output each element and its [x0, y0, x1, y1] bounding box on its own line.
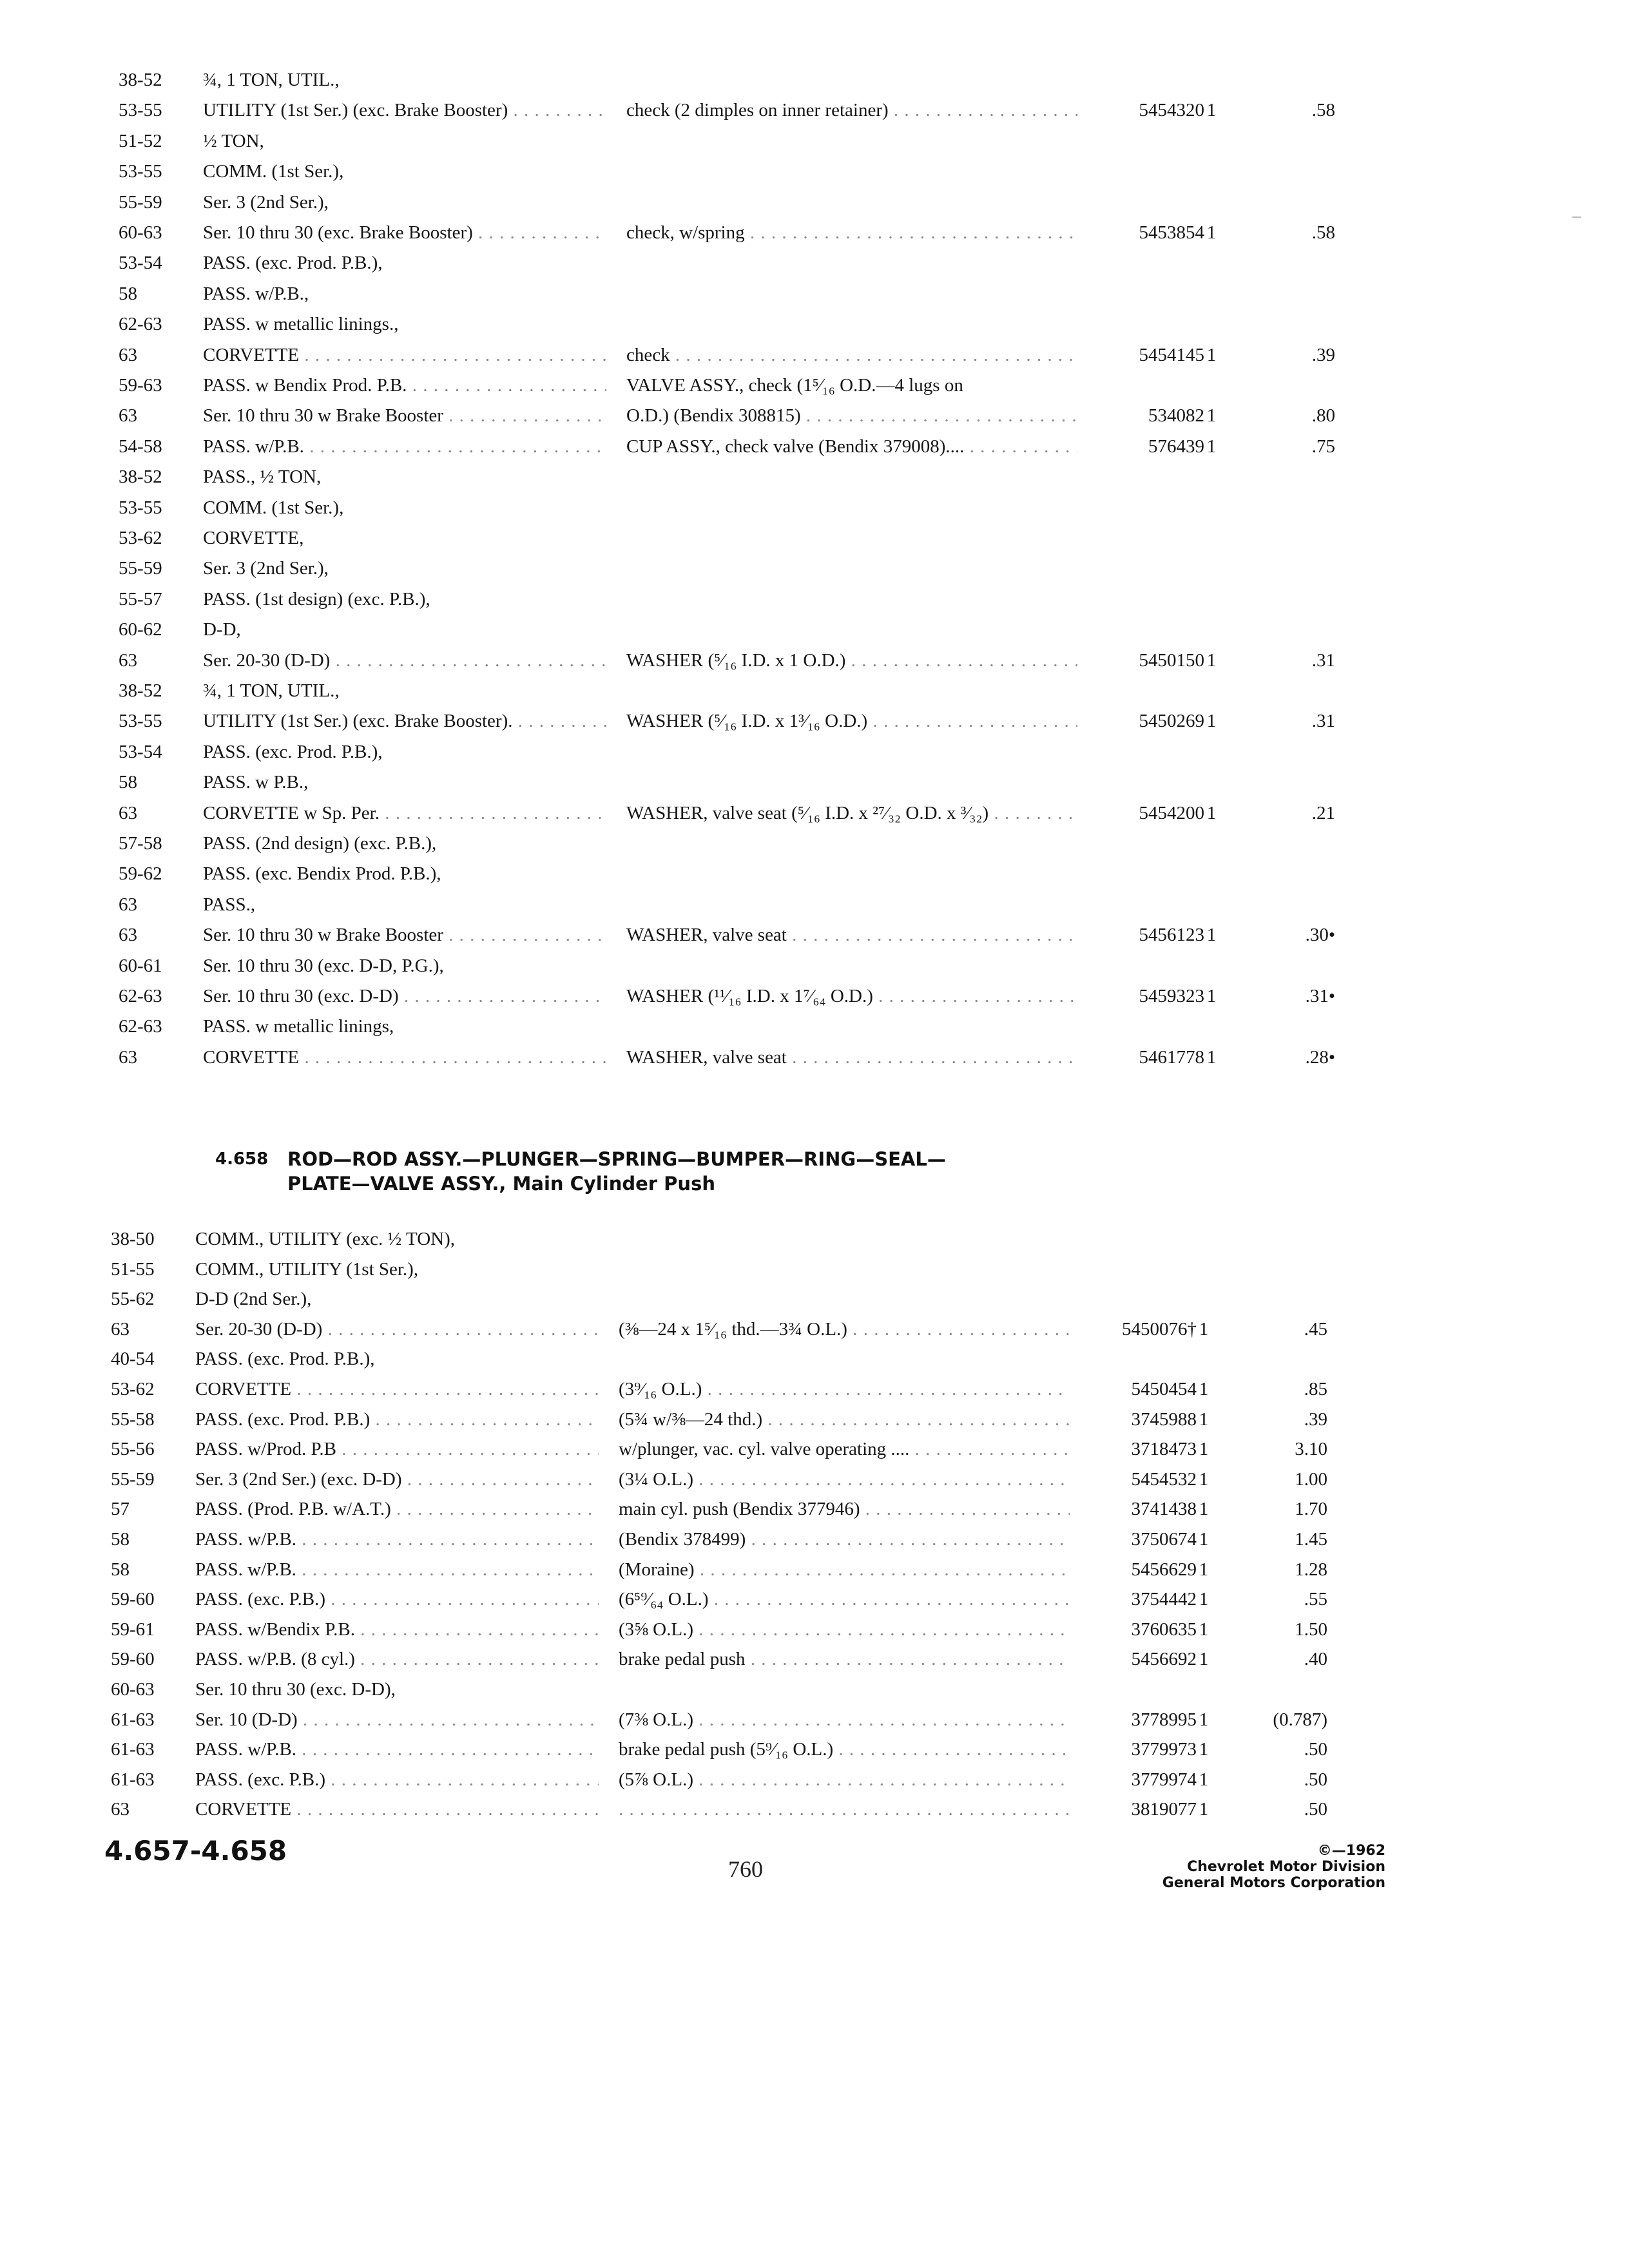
price: .40: [1304, 1649, 1327, 1670]
section-number: 4.658: [215, 1149, 269, 1169]
part-description: check, w/spring . . .: [626, 218, 1077, 247]
part-row: [0, 1705, 1629, 1735]
price: 1.45: [1295, 1529, 1327, 1550]
application: PASS. w/P.B. (8 cyl.) . . .: [195, 1644, 599, 1674]
year-range: 38-52: [119, 680, 162, 701]
application: UTILITY (1st Ser.) (exc. Brake Booster) . . .: [203, 95, 606, 125]
price: .21: [1311, 802, 1335, 823]
year-range: 63: [111, 1318, 130, 1340]
application: CORVETTE w Sp. Per. . . .: [203, 798, 606, 828]
year-range: 62-63: [119, 1016, 162, 1037]
application: Ser. 3 (2nd Ser.) (exc. D-D) . . .: [195, 1465, 599, 1494]
application: D-D (2nd Ser.),: [195, 1289, 312, 1310]
part-description: VALVE ASSY., check (1⁵⁄₁₆ O.D.—4 lugs on: [626, 375, 963, 396]
quantity: 1: [1206, 925, 1217, 946]
part-row: [8, 1043, 1629, 1072]
part-row: [8, 401, 1629, 430]
year-range: 63: [119, 649, 137, 671]
part-number: 5450269: [1139, 711, 1204, 732]
quantity: 1: [1199, 1559, 1209, 1580]
application: UTILITY (1st Ser.) (exc. Brake Booster). . . .: [203, 706, 606, 736]
year-range: 58: [111, 1529, 130, 1550]
part-description: (7⅜ O.L.) . . .: [619, 1705, 1070, 1735]
part-row: [8, 951, 1629, 981]
quantity: 1: [1206, 1046, 1217, 1068]
year-range: 53-62: [119, 528, 162, 548]
quantity: 1: [1206, 649, 1217, 671]
copyright-year: ©—1962: [1317, 1843, 1385, 1859]
application: Ser. 10 thru 30 w Brake Booster . . .: [203, 920, 606, 950]
part-row: [8, 126, 1629, 156]
part-description: (3¼ O.L.) . . .: [619, 1465, 1070, 1494]
part-number: 3778995: [1131, 1709, 1197, 1730]
section-title-line1: ROD—ROD ASSY.—PLUNGER—SPRING—BUMPER—RING—SEAL—: [287, 1148, 946, 1170]
part-row: [0, 1644, 1629, 1674]
part-row: [0, 1374, 1629, 1404]
year-range: 62-63: [119, 314, 162, 335]
price: .80: [1311, 405, 1335, 427]
quantity: 1: [1206, 405, 1217, 427]
application: PASS. w Bendix Prod. P.B. . . .: [203, 370, 606, 400]
year-range: 63: [119, 405, 137, 427]
quantity: 1: [1199, 1318, 1209, 1340]
year-range: 59-61: [111, 1619, 155, 1640]
price: .85: [1304, 1379, 1327, 1399]
application: COMM., UTILITY (1st Ser.),: [195, 1258, 419, 1280]
quantity: 1: [1206, 222, 1217, 243]
part-description: CUP ASSY., check valve (Bendix 379008).... . . .: [626, 432, 1077, 461]
year-range: 61-63: [111, 1709, 155, 1730]
part-number: 5459323: [1139, 986, 1204, 1006]
price: .31•: [1305, 986, 1335, 1006]
application: CORVETTE . . .: [195, 1374, 599, 1404]
year-range: 53-55: [119, 161, 162, 182]
application: Ser. 20-30 (D-D) . . .: [203, 646, 606, 675]
part-row: [8, 340, 1629, 370]
year-range: 58: [119, 772, 137, 793]
part-row: [8, 553, 1629, 583]
part-number: 5450454: [1131, 1379, 1197, 1399]
application: COMM. (1st Ser.),: [203, 497, 344, 518]
year-range: 59-63: [119, 375, 162, 396]
part-row: [8, 65, 1629, 95]
part-number: 5450150: [1139, 649, 1204, 671]
application: PASS. w/P.B. . . .: [195, 1735, 599, 1764]
price: .30•: [1305, 925, 1335, 946]
part-row: [0, 1224, 1629, 1254]
part-number: 3760635: [1131, 1619, 1197, 1640]
year-range: 55-62: [111, 1289, 155, 1310]
quantity: 1: [1206, 802, 1217, 823]
application: PASS. (exc. Prod. P.B.),: [195, 1349, 375, 1370]
application: CORVETTE . . .: [195, 1794, 599, 1824]
part-row: [8, 187, 1629, 217]
quantity: 1: [1206, 986, 1217, 1006]
year-range: 63: [119, 802, 137, 823]
quantity: 1: [1199, 1499, 1209, 1520]
part-row: [0, 1615, 1629, 1644]
year-range: 54-58: [119, 436, 162, 457]
part-description: WASHER (⁵⁄₁₆ I.D. x 1 O.D.) . . .: [626, 646, 1077, 675]
year-range: 51-52: [119, 130, 162, 151]
quantity: 1: [1199, 1769, 1209, 1790]
application: Ser. 3 (2nd Ser.),: [203, 558, 329, 579]
part-description: (6⁵⁹⁄₆₄ O.L.) . . .: [619, 1584, 1070, 1614]
part-description: check (2 dimples on inner retainer) . . .: [626, 95, 1077, 125]
page-number: 760: [728, 1856, 763, 1882]
price: .31: [1311, 649, 1335, 671]
quantity: 1: [1199, 1739, 1209, 1760]
part-row: [8, 309, 1629, 339]
year-range: 58: [111, 1559, 130, 1580]
application: PASS. w metallic linings.,: [203, 314, 399, 335]
part-row: [0, 1284, 1629, 1314]
part-number: 3745988: [1131, 1408, 1197, 1430]
year-range: 63: [119, 344, 137, 365]
quantity: 1: [1199, 1649, 1209, 1670]
application: PASS. w metallic linings,: [203, 1016, 394, 1037]
part-number: 5453854: [1139, 222, 1204, 243]
application: Ser. 10 thru 30 (exc. D-D),: [195, 1679, 396, 1700]
year-range: 38-52: [119, 466, 162, 488]
part-row: [8, 218, 1629, 247]
part-number: 5454145: [1139, 344, 1204, 365]
part-row: [8, 920, 1629, 950]
price: .50: [1304, 1799, 1327, 1820]
part-row: [0, 1494, 1629, 1524]
part-row: [8, 767, 1629, 797]
year-range: 38-52: [119, 70, 162, 90]
application: PASS. (Prod. P.B. w/A.T.) . . .: [195, 1494, 599, 1524]
application: Ser. 10 (D-D) . . .: [195, 1705, 599, 1735]
part-row: [0, 1735, 1629, 1764]
year-range: 59-60: [111, 1649, 155, 1670]
part-row: [8, 462, 1629, 492]
part-description: brake pedal push . . .: [619, 1644, 1070, 1674]
part-description: w/plunger, vac. cyl. valve operating .... . . .: [619, 1434, 1070, 1464]
part-description: brake pedal push (5⁹⁄₁₆ O.L.) . . .: [619, 1735, 1070, 1764]
year-range: 53-55: [119, 711, 162, 732]
year-range: 55-56: [111, 1439, 155, 1460]
part-number: 5456692: [1131, 1649, 1197, 1670]
part-description: (⅜—24 x 1⁵⁄₁₆ thd.—3¾ O.L.) . . .: [619, 1314, 1070, 1344]
application: PASS. w/P.B. . . .: [195, 1524, 599, 1554]
quantity: 1: [1199, 1529, 1209, 1550]
year-range: 55-59: [119, 558, 162, 579]
part-number: 5456123: [1139, 925, 1204, 946]
application: Ser. 10 thru 30 (exc. D-D) . . .: [203, 981, 606, 1011]
part-row: [8, 798, 1629, 828]
quantity: 1: [1199, 1589, 1209, 1610]
quantity: 1: [1206, 711, 1217, 732]
quantity: 1: [1206, 100, 1217, 121]
part-number: 5454532: [1131, 1468, 1197, 1490]
application: PASS. w/P.B.,: [203, 283, 309, 304]
year-range: 59-62: [119, 863, 162, 885]
application: PASS. w/P.B. . . .: [195, 1555, 599, 1584]
application: PASS. (exc. Bendix Prod. P.B.),: [203, 863, 441, 885]
section-title-line2: PLATE—VALVE ASSY., Main Cylinder Push: [287, 1173, 715, 1195]
year-range: 53-55: [119, 100, 162, 121]
application: Ser. 10 thru 30 (exc. D-D, P.G.),: [203, 955, 444, 976]
price: .50: [1304, 1769, 1327, 1790]
part-number: 576439: [1148, 436, 1204, 457]
year-range: 62-63: [119, 986, 162, 1006]
quantity: 1: [1206, 344, 1217, 365]
part-row: [8, 493, 1629, 523]
part-description: (Bendix 378499) . . .: [619, 1524, 1070, 1554]
application: COMM. (1st Ser.),: [203, 161, 344, 182]
part-row: [8, 432, 1629, 461]
footer-section-reference: 4.657-4.658: [104, 1835, 287, 1867]
part-description: (3⁹⁄₁₆ O.L.) . . .: [619, 1374, 1070, 1404]
quantity: 1: [1199, 1468, 1209, 1490]
part-description: WASHER, valve seat . . .: [626, 1043, 1077, 1072]
part-row: [0, 1465, 1629, 1494]
quantity: 1: [1199, 1619, 1209, 1640]
part-row: [8, 646, 1629, 675]
part-row: [8, 584, 1629, 614]
application: PASS. w/Bendix P.B. . . .: [195, 1615, 599, 1644]
part-description: main cyl. push (Bendix 377946) . . .: [619, 1494, 1070, 1524]
part-number: 534082: [1148, 405, 1204, 427]
part-row: [8, 1012, 1629, 1041]
price: .39: [1311, 344, 1335, 365]
application: COMM., UTILITY (exc. ½ TON),: [195, 1229, 455, 1249]
quantity: 1: [1199, 1799, 1209, 1820]
year-range: 55-59: [111, 1468, 155, 1490]
application: PASS. w/P.B. . . .: [203, 432, 606, 461]
part-row: [0, 1434, 1629, 1464]
year-range: 55-57: [119, 588, 162, 610]
year-range: 58: [119, 283, 137, 304]
part-number: 5454320: [1139, 100, 1204, 121]
part-description: (Moraine) . . .: [619, 1555, 1070, 1584]
application: Ser. 20-30 (D-D) . . .: [195, 1314, 599, 1344]
quantity: 1: [1199, 1439, 1209, 1460]
part-row: [8, 981, 1629, 1011]
price: .31: [1311, 711, 1335, 732]
part-row: [0, 1584, 1629, 1614]
part-row: [0, 1254, 1629, 1284]
part-row: [0, 1524, 1629, 1554]
part-row: [8, 157, 1629, 186]
publisher-division: Chevrolet Motor Division: [1187, 1859, 1385, 1875]
year-range: 53-54: [119, 253, 162, 274]
application: PASS. (exc. Prod. P.B.) . . .: [195, 1405, 599, 1434]
part-row: [0, 1555, 1629, 1584]
price: (0.787): [1273, 1709, 1327, 1730]
part-row: [8, 829, 1629, 858]
application: D-D,: [203, 619, 241, 640]
year-range: 63: [111, 1799, 130, 1820]
application: PASS. (exc. Prod. P.B.),: [203, 253, 383, 274]
part-row: [0, 1344, 1629, 1374]
price: .55: [1304, 1589, 1327, 1610]
quantity: 1: [1199, 1709, 1209, 1730]
price: .58: [1311, 222, 1335, 243]
part-row: [0, 1405, 1629, 1434]
part-row: [0, 1675, 1629, 1704]
year-range: 55-58: [111, 1408, 155, 1430]
part-row: [0, 1765, 1629, 1794]
year-range: 57: [111, 1499, 130, 1520]
part-row: [0, 1794, 1629, 1824]
application: PASS. (1st design) (exc. P.B.),: [203, 588, 430, 610]
year-range: 63: [119, 1046, 137, 1068]
part-number: 5450076†: [1122, 1318, 1197, 1340]
part-number: 5454200: [1139, 802, 1204, 823]
application: Ser. 3 (2nd Ser.),: [203, 191, 329, 213]
price: .75: [1311, 436, 1335, 457]
part-description: [619, 1794, 1070, 1824]
part-number: 3819077: [1131, 1799, 1197, 1820]
part-description: check . . .: [626, 340, 1077, 370]
part-description: WASHER (¹¹⁄₁₆ I.D. x 1⁷⁄₆₄ O.D.) . . .: [626, 981, 1077, 1011]
year-range: 38-50: [111, 1229, 155, 1249]
year-range: 57-58: [119, 833, 162, 854]
application: PASS. w P.B.,: [203, 772, 309, 793]
part-row: [8, 370, 1629, 400]
part-number: 3779974: [1131, 1769, 1197, 1790]
application: PASS. w/Prod. P.B . . .: [195, 1434, 599, 1464]
part-row: [8, 523, 1629, 553]
application: ¾, 1 TON, UTIL.,: [203, 680, 340, 701]
part-number: 5456629: [1131, 1559, 1197, 1580]
year-range: 53-54: [119, 741, 162, 762]
publisher-corporation: General Motors Corporation: [1162, 1875, 1385, 1891]
part-row: [8, 248, 1629, 278]
year-range: 53-55: [119, 497, 162, 518]
application: PASS. (exc. P.B.) . . .: [195, 1765, 599, 1794]
application: Ser. 10 thru 30 (exc. Brake Booster) . . .: [203, 218, 606, 247]
year-range: 63: [119, 925, 137, 946]
application: CORVETTE,: [203, 528, 304, 548]
price: 1.28: [1295, 1559, 1327, 1580]
year-range: 59-60: [111, 1589, 155, 1610]
application: ¾, 1 TON, UTIL.,: [203, 70, 340, 90]
part-description: WASHER, valve seat . . .: [626, 920, 1077, 950]
part-number: 3750674: [1131, 1529, 1197, 1550]
part-row: [8, 279, 1629, 309]
part-description: WASHER (⁵⁄₁₆ I.D. x 1³⁄₁₆ O.D.) . . .: [626, 706, 1077, 736]
application: ½ TON,: [203, 130, 264, 151]
price: 1.70: [1295, 1499, 1327, 1520]
part-description: (5⅞ O.L.) . . .: [619, 1765, 1070, 1794]
part-description: (3⅝ O.L.) . . .: [619, 1615, 1070, 1644]
part-number: 3754442: [1131, 1589, 1197, 1610]
quantity: 1: [1206, 436, 1217, 457]
part-number: 3718473: [1131, 1439, 1197, 1460]
part-row: [8, 676, 1629, 706]
year-range: 51-55: [111, 1258, 155, 1280]
application: PASS., ½ TON,: [203, 466, 322, 488]
part-row: [8, 890, 1629, 919]
year-range: 60-61: [119, 955, 162, 976]
part-row: [8, 737, 1629, 767]
part-row: [8, 706, 1629, 736]
application: CORVETTE . . .: [203, 340, 606, 370]
quantity: 1: [1199, 1408, 1209, 1430]
price: .28•: [1305, 1046, 1335, 1068]
year-range: 60-63: [111, 1679, 155, 1700]
part-number: 3779973: [1131, 1739, 1197, 1760]
application: PASS. (exc. Prod. P.B.),: [203, 741, 383, 762]
scan-mark: [1572, 216, 1581, 218]
application: Ser. 10 thru 30 w Brake Booster . . .: [203, 401, 606, 430]
part-row: [8, 615, 1629, 644]
price: 1.00: [1295, 1468, 1327, 1490]
year-range: 61-63: [111, 1769, 155, 1790]
price: .45: [1304, 1318, 1327, 1340]
application: PASS. (2nd design) (exc. P.B.),: [203, 833, 437, 854]
price: .58: [1311, 100, 1335, 121]
copyright-block: [1095, 1843, 1385, 1891]
year-range: 60-62: [119, 619, 162, 640]
application: CORVETTE . . .: [203, 1043, 606, 1072]
part-number: 5461778: [1139, 1046, 1204, 1068]
part-row: [0, 1314, 1629, 1344]
part-description: (5¾ w/⅜—24 thd.) . . .: [619, 1405, 1070, 1434]
price: 1.50: [1295, 1619, 1327, 1640]
part-description: O.D.) (Bendix 308815) . . .: [626, 401, 1077, 430]
application: PASS.,: [203, 894, 256, 915]
year-range: 61-63: [111, 1739, 155, 1760]
quantity: 1: [1199, 1379, 1209, 1399]
application: PASS. (exc. P.B.) . . .: [195, 1584, 599, 1614]
year-range: 63: [119, 894, 137, 915]
part-row: [8, 859, 1629, 889]
part-row: [8, 95, 1629, 125]
part-description: WASHER, valve seat (⁵⁄₁₆ I.D. x ²⁷⁄₃₂ O.D. x ³⁄₃₂) . . .: [626, 798, 1077, 828]
price: 3.10: [1295, 1439, 1327, 1460]
part-number: 3741438: [1131, 1499, 1197, 1520]
year-range: 53-62: [111, 1379, 155, 1399]
year-range: 60-63: [119, 222, 162, 243]
price: .39: [1304, 1408, 1327, 1430]
price: .50: [1304, 1739, 1327, 1760]
year-range: 55-59: [119, 191, 162, 213]
year-range: 40-54: [111, 1349, 155, 1370]
